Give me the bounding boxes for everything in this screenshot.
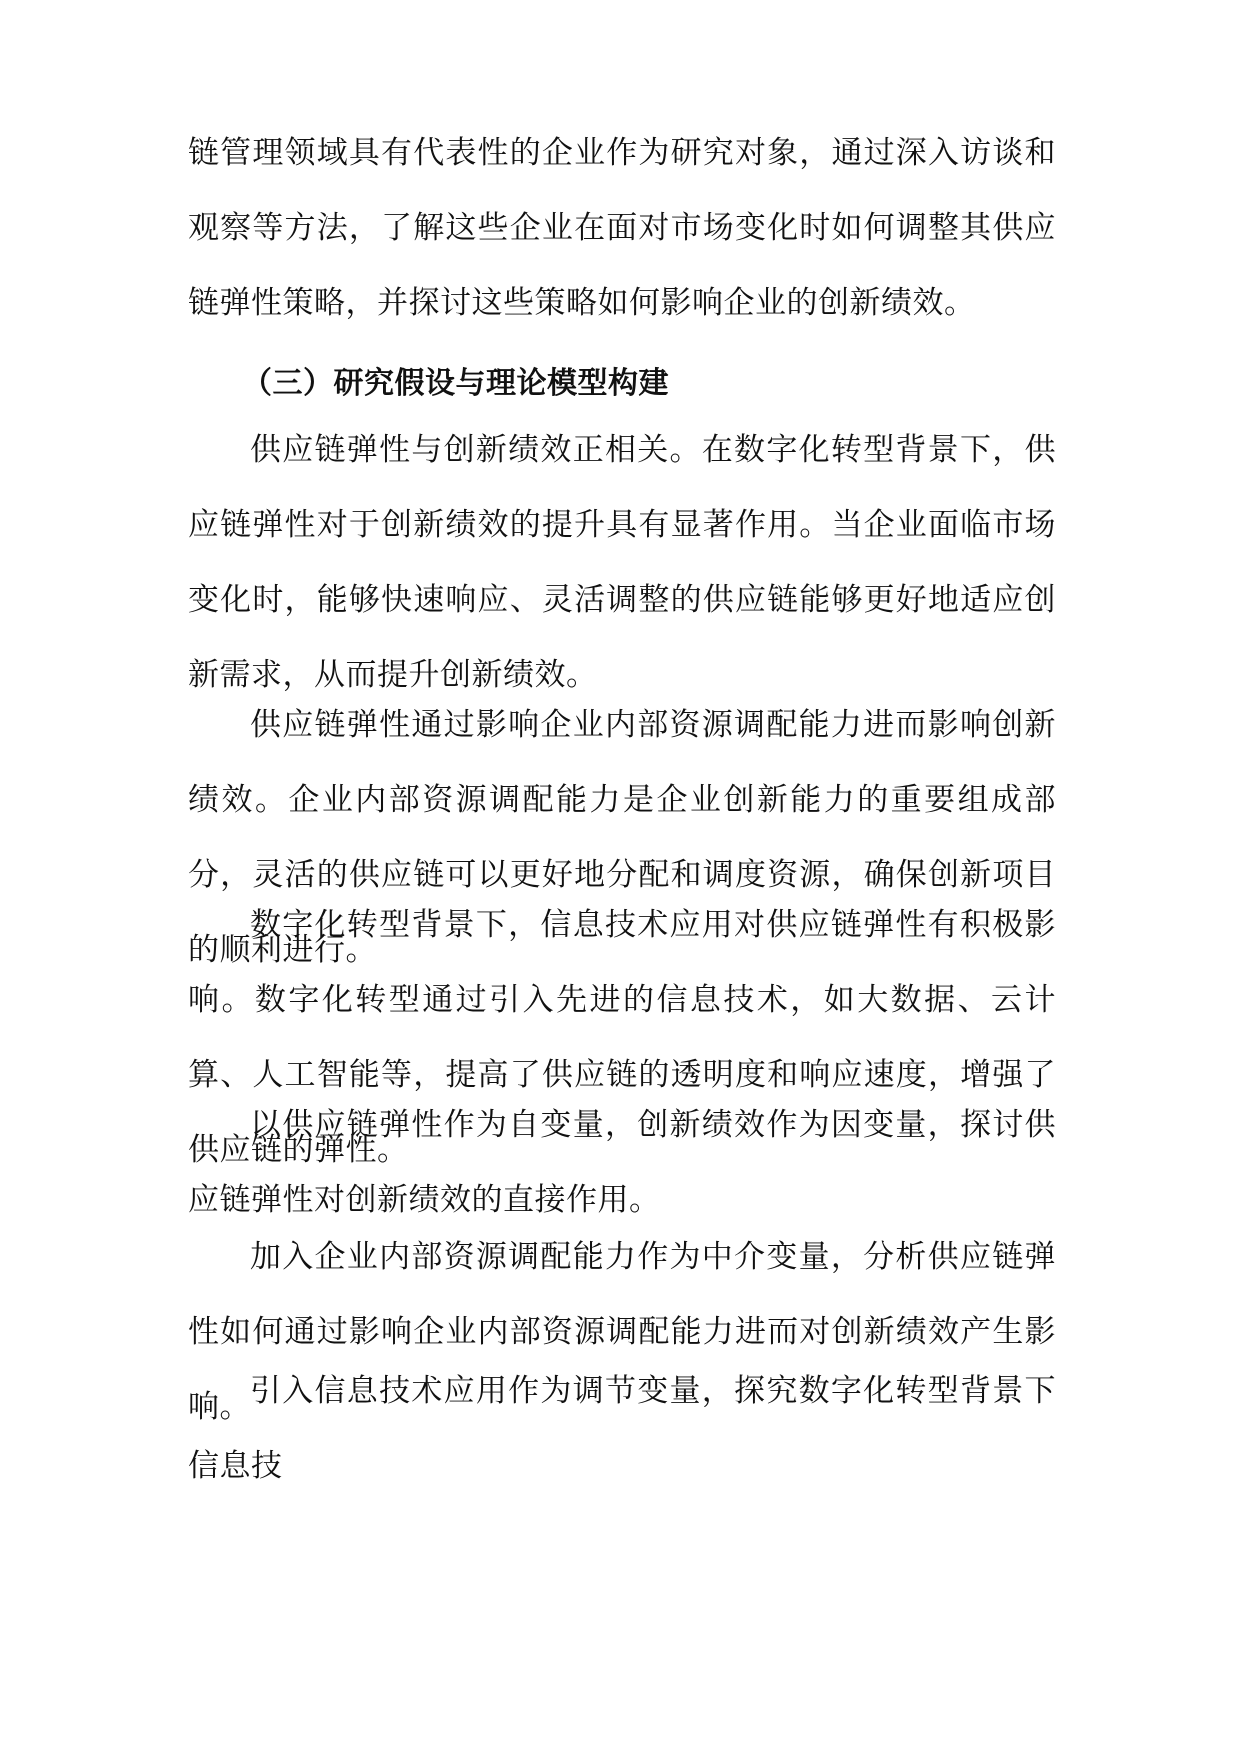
paragraph-model-moderator: 引入信息技术应用作为调节变量，探究数字化转型背景下信息技 xyxy=(188,1373,1056,1484)
paragraph-model-mediator: 加入企业内部资源调配能力作为中介变量，分析供应链弹性如何通过影响企业内部资源调配能力进而对创新绩效产生影响。 xyxy=(188,1239,1056,1425)
paragraph-intro-continued: 链管理领域具有代表性的企业作为研究对象，通过深入访谈和观察等方法，了解这些企业在面对市场变化时如何调整其供应链弹性策略，并探讨这些策略如何影响企业的创新绩效。 xyxy=(188,135,1056,321)
paragraph-hypothesis-2: 供应链弹性通过影响企业内部资源调配能力进而影响创新绩效。企业内部资源调配能力是企业创新能力的重要组成部分，灵活的供应链可以更好地分配和调度资源，确保创新项目的顺利进行。 xyxy=(188,707,1056,968)
paragraph-hypothesis-3: 数字化转型背景下，信息技术应用对供应链弹性有积极影响。数字化转型通过引入先进的信息技术，如大数据、云计算、人工智能等，提高了供应链的透明度和响应速度，增强了供应链的弹性。 xyxy=(188,907,1056,1168)
paragraph-hypothesis-1: 供应链弹性与创新绩效正相关。在数字化转型背景下，供应链弹性对于创新绩效的提升具有显著作用。当企业面临市场变化时，能够快速响应、灵活调整的供应链能够更好地适应创新需求，从而提升创新绩效。 xyxy=(188,432,1056,693)
section-heading-research-hypotheses: （三）研究假设与理论模型构建 xyxy=(242,366,669,401)
paragraph-model-independent-variable: 以供应链弹性作为自变量，创新绩效作为因变量，探讨供应链弹性对创新绩效的直接作用。 xyxy=(188,1107,1056,1218)
